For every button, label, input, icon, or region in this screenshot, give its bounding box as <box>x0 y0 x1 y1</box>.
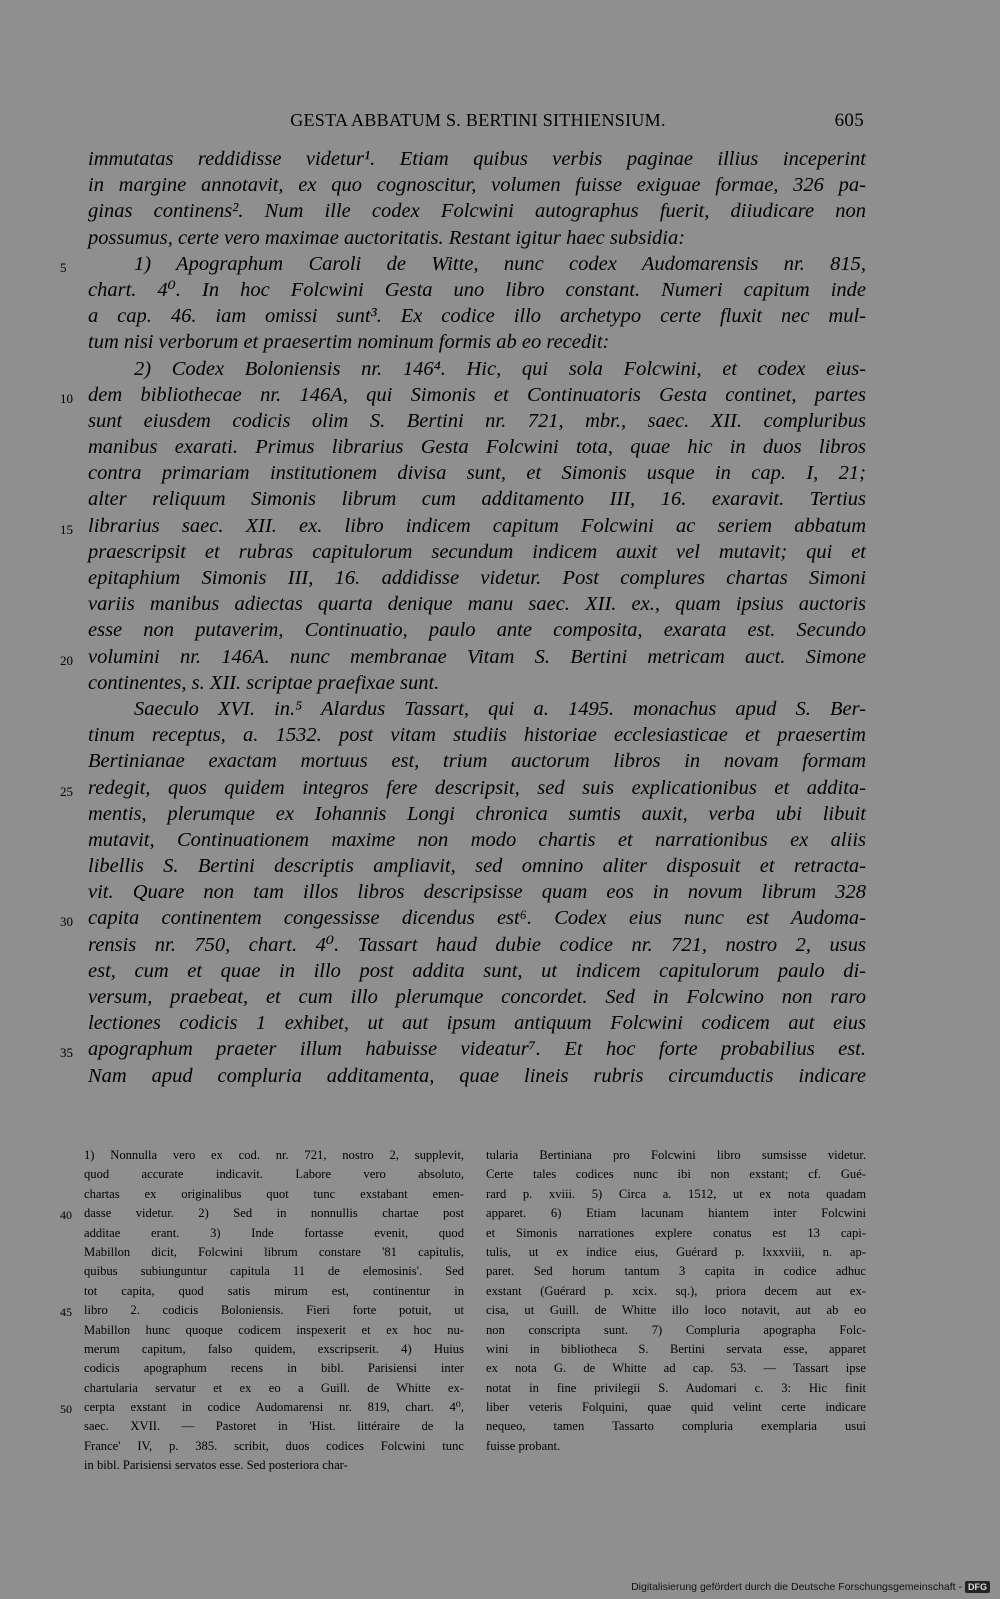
page-number: 605 <box>834 110 864 131</box>
footnote-line <box>486 1224 866 1243</box>
footnote-line-text: tularia Bertiniana pro Folcwini libro sumsisse videtur. <box>486 1148 866 1162</box>
text-line <box>88 827 866 853</box>
footnote-line <box>60 1301 464 1320</box>
footnote-line <box>486 1340 866 1359</box>
text-line-text: a cap. 46. iam omissi sunt³. Ex codice illo archetypo certe fluxit nec mul- <box>88 305 866 328</box>
text-line <box>60 251 866 277</box>
text-line <box>60 905 866 931</box>
text-line <box>88 932 866 958</box>
text-line-text: redegit, quos quidem integros fere descripsit, sed suis explicationibus et addita- <box>88 776 866 799</box>
text-line-text: tum nisi verborum et praesertim nominum formis ab eo recedit: <box>88 331 610 354</box>
line-number: 35 <box>60 1045 73 1061</box>
footnote-line-text: libro 2. codicis Boloniensis. Fieri forte potuit, ut <box>84 1303 464 1318</box>
text-line-text: lectiones codicis 1 exhibet, ut aut ipsum antiquum Folcwini codicem aut eius <box>88 1012 866 1035</box>
footnote-line <box>84 1262 464 1281</box>
footnote-line <box>84 1224 464 1243</box>
footnote-line <box>60 1204 464 1223</box>
footnote-line-text: ex nota G. de Whitte ad cap. 53. — Tassart ipse <box>486 1361 866 1376</box>
text-line-text: possumus, certe vero maximae auctoritatis. Restant igitur haec subsidia: <box>88 226 686 249</box>
line-number: 40 <box>60 1208 72 1223</box>
footnote-line <box>486 1243 866 1262</box>
line-number: 30 <box>60 914 73 930</box>
text-line <box>88 539 866 565</box>
text-line <box>88 958 866 984</box>
text-line-text: contra primariam institutionem divisa sunt, et Simonis usque in cap. I, 21; <box>88 462 866 485</box>
text-line-text: manibus exarati. Primus librarius Gesta Folcwini tota, quae hic in duos libros <box>88 436 866 459</box>
text-line <box>60 382 866 408</box>
footnote-line <box>486 1146 866 1165</box>
footnote-line <box>84 1243 464 1262</box>
footnote-line <box>486 1185 866 1204</box>
text-line-text: mentis, plerumque ex Iohannis Longi chronica sumtis auxit, verba ubi libuit <box>88 802 866 825</box>
footnote-line <box>84 1282 464 1301</box>
footnote-line-text: exstant (Guérard p. xcix. sq.), priora decem aut ex- <box>486 1283 866 1298</box>
text-line-text: mutavit, Continuationem maxime non modo chartis et narrationibus ex aliis <box>88 828 866 851</box>
text-line <box>88 198 866 224</box>
footnote-line-text: rard p. xviii. 5) Circa a. 1512, ut ex nota quadam <box>486 1186 866 1201</box>
text-line-text: 2) Codex Boloniensis nr. 146⁴. Hic, qui sola Folcwini, et codex eius- <box>134 357 866 380</box>
footnote-line <box>486 1437 866 1456</box>
text-line <box>60 1036 866 1062</box>
text-line <box>88 172 866 198</box>
text-line <box>88 225 866 251</box>
text-line-text: capita continentem congessisse dicendus est⁶. Codex eius nunc est Audoma- <box>88 907 866 930</box>
footnote-line <box>84 1340 464 1359</box>
text-line-text: volumini nr. 146A. nunc membranae Vitam S. Bertini metricam auct. Simone <box>88 645 866 668</box>
footnote-line <box>84 1437 464 1456</box>
footnote-line-text: dasse videtur. 2) Sed in nonnullis chartae post <box>84 1206 464 1221</box>
footnote-line-text: Mabillon hunc quoque codicem inspexerit et ex hoc nu- <box>84 1322 464 1337</box>
text-line-text: variis manibus adiectas quarta denique manu saec. XII. ex., quam ipsius auctoris <box>88 593 866 616</box>
footnote-line <box>84 1321 464 1340</box>
footnote-line-text: France' IV, p. 385. scribit, duos codices Folcwini tunc <box>84 1438 464 1453</box>
text-line <box>88 591 866 617</box>
text-line <box>88 356 866 382</box>
footnote-line <box>486 1379 866 1398</box>
footnote-line-text: apparet. 6) Etiam lacunam hiantem inter Folcwini <box>486 1206 866 1221</box>
line-number: 20 <box>60 652 73 668</box>
text-line-text: in margine annotavit, ex quo cognoscitur, volumen fuisse exiguae formae, 326 pa- <box>88 174 866 197</box>
text-line <box>88 460 866 486</box>
footnote-line-text: wini in bibliotheca S. Bertini servata esse, apparet <box>486 1341 866 1356</box>
footnote-line-text: additae erant. 3) Inde fortasse evenit, quod <box>84 1225 464 1240</box>
line-number: 10 <box>60 390 73 406</box>
text-line-text: sunt eiusdem codicis olim S. Bertini nr. 721, mbr., saec. XII. compluribus <box>88 409 866 432</box>
footnote-line-text: Certe tales codices nunc ibi non exstant; cf. Gué- <box>486 1167 866 1182</box>
footnote-line-text: cisa, ut Guill. de Whitte illo loco notavit, aut ab eo <box>486 1303 866 1318</box>
text-line <box>88 565 866 591</box>
text-line <box>88 329 866 355</box>
footnote-line <box>486 1301 866 1320</box>
text-line-text: 1) Apographum Caroli de Witte, nunc codex Audomarensis nr. 815, <box>134 252 866 275</box>
footnote-line <box>84 1417 464 1436</box>
footnote-line <box>486 1398 866 1417</box>
text-line <box>60 513 866 539</box>
text-line-text: dem bibliothecae nr. 146A, qui Simonis et Continuatoris Gesta continet, partes <box>88 383 866 406</box>
text-line-text: epitaphium Simonis III, 16. addidisse videtur. Post complures chartas Simoni <box>88 567 866 589</box>
text-line <box>88 1063 866 1089</box>
footnote-line-text: notat in fine privilegii S. Audomari c. 3: Hic finit <box>486 1380 866 1395</box>
footnote-line-text: nequeo, tamen Tassarto compluria exemplaria usui <box>486 1419 866 1434</box>
running-title: GESTA ABBATUM S. BERTINI SITHIENSIUM. <box>290 110 666 130</box>
footnote-line-text: tulis, ut ex indice eius, Guérard p. lxxxviii, n. ap- <box>486 1244 866 1259</box>
text-line <box>88 617 866 643</box>
footnote-line <box>486 1165 866 1184</box>
text-line-text: Saeculo XVI. in.⁵ Alardus Tassart, qui a. 1495. monachus apud S. Ber- <box>134 697 866 720</box>
text-line <box>88 408 866 434</box>
text-line <box>88 303 866 329</box>
footnote-line <box>486 1417 866 1436</box>
text-line-text: tinum receptus, a. 1532. post vitam studiis historiae ecclesiasticae et praesertim <box>88 724 866 747</box>
footnote-line <box>486 1321 866 1340</box>
text-line-text: Bertinianae exactam mortuus est, trium auctorum libros in novam formam <box>88 750 866 773</box>
footnotes-left-column <box>60 1146 464 1476</box>
text-line-text: Nam apud compluria additamenta, quae lineis rubris circumductis indicare <box>88 1064 866 1087</box>
footnote-line <box>84 1146 464 1165</box>
footnote-line <box>486 1282 866 1301</box>
text-line <box>60 644 866 670</box>
footnote-line-text: tot capita, quod satis mirum est, continentur in <box>84 1283 464 1298</box>
text-line-text: libellis S. Bertini descriptis ampliavit, sed omnino aliter disposuit et retracta- <box>88 855 866 878</box>
footnote-line-text: chartas ex originalibus quot tunc exstabant emen- <box>84 1186 464 1201</box>
footnote-line-text: in bibl. Parisiensi servatos esse. Sed posteriora char- <box>84 1458 348 1473</box>
text-line <box>60 775 866 801</box>
text-line-text: est, cum et quae in illo post addita sunt, ut indicem capitulorum paulo di- <box>88 959 866 982</box>
footnote-line <box>486 1359 866 1378</box>
footnote-line-text: chartularia servatur et ex eo a Guill. de Whitte ex- <box>84 1380 464 1395</box>
credit-text: Digitalisierung gefördert durch die Deutsche Forschungsgemeinschaft - <box>631 1581 962 1593</box>
text-line <box>88 486 866 512</box>
text-line <box>88 984 866 1010</box>
main-text-block <box>60 146 866 1089</box>
text-line <box>88 722 866 748</box>
text-line <box>88 879 866 905</box>
footnote-line <box>84 1379 464 1398</box>
text-line-text: praescripsit et rubras capitulorum secundum indicem auxit vel mutavit; qui et <box>88 540 866 563</box>
text-line-text: librarius saec. XII. ex. libro indicem capitum Folcwini ac seriem abbatum <box>88 514 866 537</box>
line-number: 5 <box>60 259 67 275</box>
line-number: 25 <box>60 783 73 799</box>
footnote-line <box>486 1204 866 1223</box>
text-line <box>88 801 866 827</box>
line-number: 50 <box>60 1402 72 1417</box>
footnote-line <box>84 1456 464 1475</box>
text-line <box>88 146 866 172</box>
text-line-text: rensis nr. 750, chart. 4⁰. Tassart haud dubie codice nr. 721, nostro 2, usus <box>88 933 866 956</box>
footnote-line <box>84 1185 464 1204</box>
footnote-line-text: cerpta exstant in codice Audomarensi nr. 819, chart. 4⁰, <box>84 1400 464 1415</box>
footnote-line <box>486 1262 866 1281</box>
line-number: 15 <box>60 521 73 537</box>
text-line-text: vit. Quare non tam illos libros descripsisse quam eos in novum librum 328 <box>88 881 866 904</box>
digitization-credit <box>631 1581 990 1593</box>
footnote-line-text: saec. XVII. — Pastoret in 'Hist. littéraire de la <box>84 1419 464 1434</box>
footnote-line-text: quod accurate indicavit. Labore vero absoluto, <box>84 1167 464 1182</box>
footnote-line <box>60 1398 464 1417</box>
text-line-text: ginas continens². Num ille codex Folcwini autographus fuerit, diiudicare non <box>88 200 866 223</box>
text-line <box>88 1010 866 1036</box>
text-line-text: apographum praeter illum habuisse videatur⁷. Et hoc forte probabilius est. <box>88 1038 866 1061</box>
text-line <box>88 696 866 722</box>
footnote-line-text: Mabillon dicit, Folcwini librum constare '81 capitulis, <box>84 1244 464 1259</box>
footnote-line-text: paret. Sed horum tantum 3 capita in codice adhuc <box>486 1264 866 1279</box>
text-line <box>88 670 866 696</box>
text-line-text: chart. 4⁰. In hoc Folcwini Gesta uno libro constant. Numeri capitum inde <box>88 278 866 301</box>
text-line-text: continentes, s. XII. scriptae praefixae sunt. <box>88 671 440 694</box>
footnotes-right-column <box>486 1146 866 1456</box>
text-line-text: alter reliquum Simonis librum cum additamento III, 16. exaravit. Tertius <box>88 488 866 511</box>
footnote-line-text: non conscripta sunt. 7) Compluria apographa Folc- <box>486 1322 866 1337</box>
footnote-line-text: codicis apographum recens in bibl. Parisiensi inter <box>84 1361 464 1376</box>
line-number: 45 <box>60 1305 72 1320</box>
dfg-logo: DFG <box>965 1581 990 1593</box>
footnote-line-text: quibus subiunguntur capitula 11 de elemosinis'. Sed <box>84 1264 464 1279</box>
footnote-line-text: merum capitum, falso quidem, exscripserit. 4) Huius <box>84 1341 464 1356</box>
footnote-line <box>84 1359 464 1378</box>
text-line <box>88 434 866 460</box>
text-line <box>88 853 866 879</box>
running-head <box>88 110 868 136</box>
footnote-line-text: liber veteris Folquini, quae quid velint certe indicare <box>486 1400 866 1415</box>
text-line-text: immutatas reddidisse videtur¹. Etiam quibus verbis paginae illius inceperint <box>88 148 866 170</box>
footnote-line <box>84 1165 464 1184</box>
footnote-line-text: 1) Nonnulla vero ex cod. nr. 721, nostro 2, supplevit, <box>84 1148 464 1162</box>
text-line <box>88 277 866 303</box>
text-line-text: versum, praebeat, et cum illo plerumque concordet. Sed in Folcwino non raro <box>88 986 866 1008</box>
text-line <box>88 748 866 774</box>
footnote-line-text: et Simonis narrationes explere conatus est 13 capi- <box>486 1225 866 1240</box>
footnote-line-text: fuisse probant. <box>486 1438 561 1453</box>
text-line-text: esse non putaverim, Continuatio, paulo ante composita, exarata est. Secundo <box>88 619 866 642</box>
